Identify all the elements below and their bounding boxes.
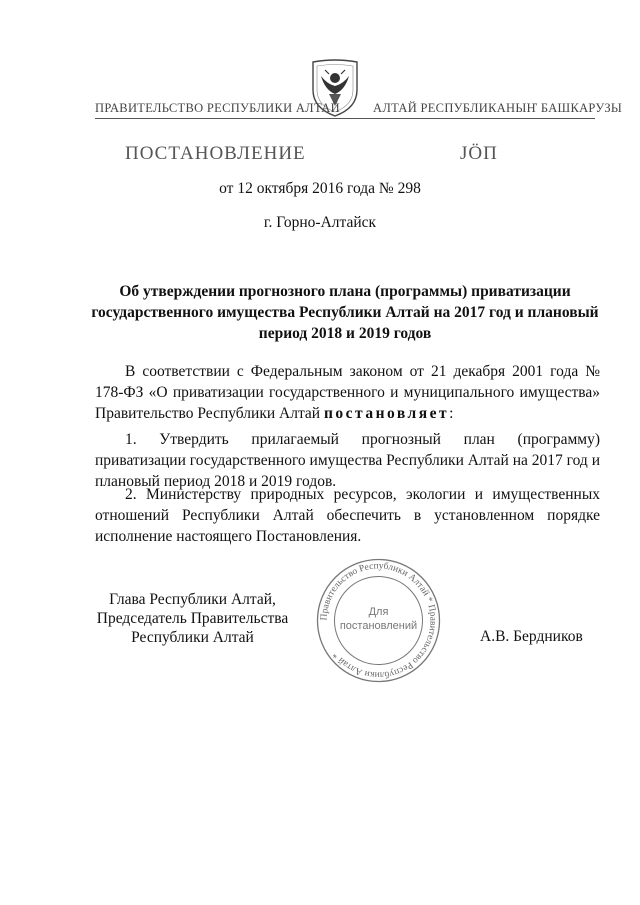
clause-2: 2. Министерству природных ресурсов, экологии и имущественных отношений Республики Алтай обеспечить в установленном порядке исполнение настоящего Постановления.	[95, 486, 600, 545]
preamble-text: В соответствии с Федеральным законом от 21 декабря 2001 года № 178-ФЗ «О приватизации государственного и муниципального имущества» Правительство Республики Алтай	[95, 363, 600, 422]
position-line-2: Председатель Правительства	[96, 610, 289, 627]
official-stamp	[315, 557, 442, 684]
position-line-3: Республики Алтай	[131, 629, 254, 646]
signatory-position	[95, 590, 290, 647]
resolves-word: постановляет	[323, 405, 450, 422]
stamp-center-line-1: Для	[368, 606, 389, 618]
document-date: от 12 октября 2016 года № 298	[219, 180, 421, 197]
document-city: г. Горно-Алтайск	[263, 214, 377, 231]
document-type-altai: ЈÖП	[460, 143, 498, 164]
stamp-ring-text: Правительство Республики Алтай * Правительство Республики Алтай *	[319, 561, 438, 680]
stamp-center-line-2: постановлений	[339, 620, 418, 632]
clause-1: 1. Утвердить прилагаемый прогнозный план (программу) приватизации государственного имущества Республики Алтай на 2017 год и плановый период 2018 и 2019 годов.	[95, 431, 600, 490]
preamble-tail: :	[449, 405, 454, 422]
preamble-paragraph	[95, 361, 600, 424]
header-divider	[95, 118, 595, 119]
signatory-name: А.В. Бердников	[480, 628, 583, 645]
government-title-altai: АЛТАЙ РЕСПУБЛИКАНЫҤ БАШКАРУЗЫ	[373, 101, 623, 115]
document-type-russian: ПОСТАНОВЛЕНИЕ	[125, 143, 306, 164]
position-line-1: Глава Республики Алтай,	[109, 591, 276, 608]
government-title-russian: ПРАВИТЕЛЬСТВО РЕСПУБЛИКИ АЛТАЙ	[95, 101, 340, 115]
document-title: Об утверждении прогнозного плана (программы) приватизации государственного имущества Республики Алтай на 2017 год и плановый период 2018 и 2019 годов	[91, 283, 599, 342]
